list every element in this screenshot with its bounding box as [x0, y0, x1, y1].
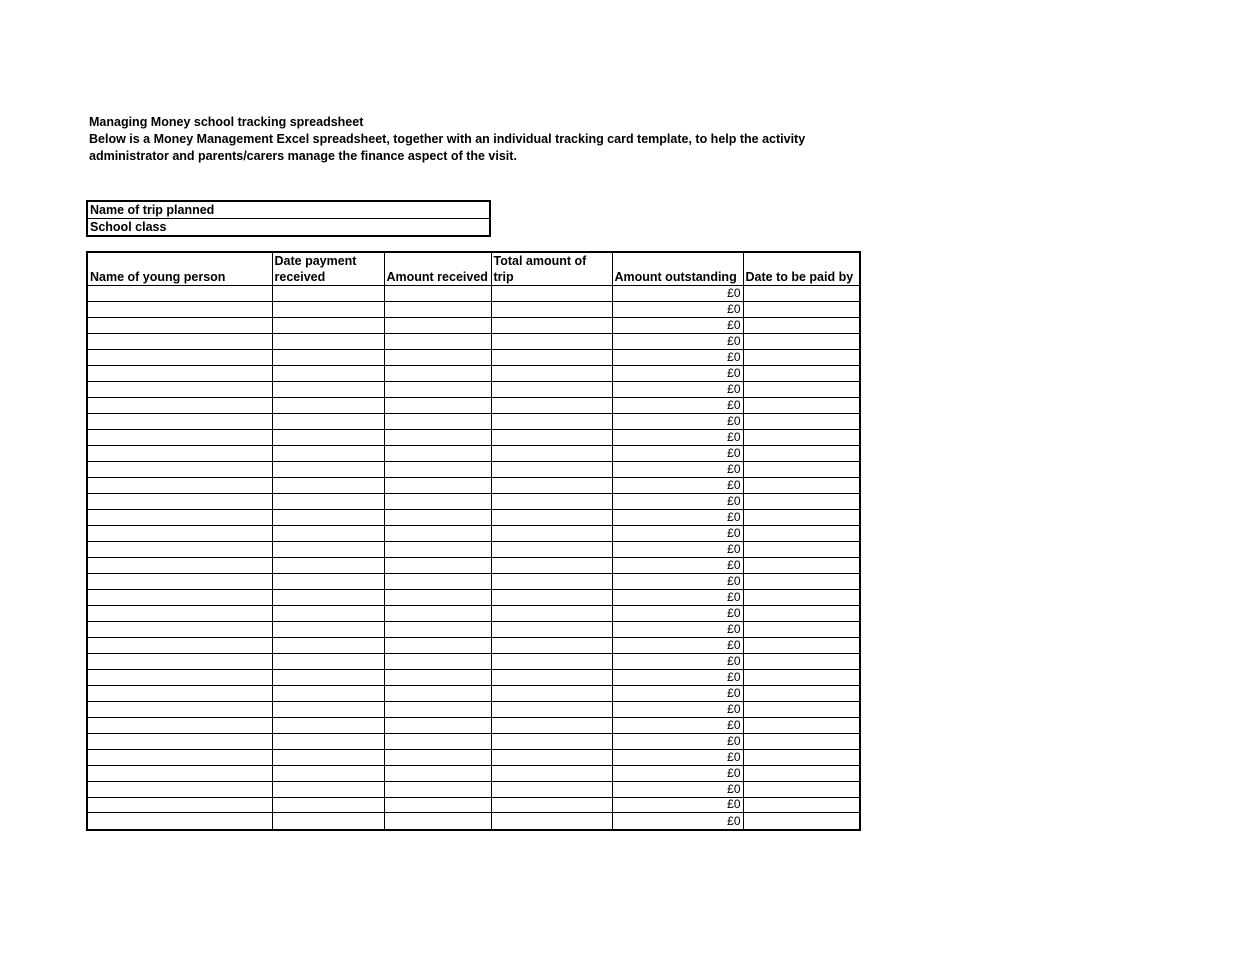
- total-amount-cell[interactable]: [491, 493, 612, 509]
- table-row: [87, 541, 860, 557]
- name-cell[interactable]: [87, 381, 272, 397]
- column-header-total-amount: Total amount of trip: [491, 252, 612, 286]
- amount-outstanding-cell[interactable]: £0: [612, 557, 743, 573]
- amount-received-cell[interactable]: [384, 653, 491, 669]
- total-amount-cell[interactable]: [491, 541, 612, 557]
- name-cell[interactable]: [87, 637, 272, 653]
- name-cell[interactable]: [87, 301, 272, 317]
- date-received-cell[interactable]: [272, 509, 384, 525]
- total-amount-cell[interactable]: [491, 717, 612, 733]
- total-amount-cell[interactable]: [491, 573, 612, 589]
- amount-received-cell[interactable]: [384, 717, 491, 733]
- date-received-cell[interactable]: [272, 525, 384, 541]
- amount-received-cell[interactable]: [384, 413, 491, 429]
- amount-received-cell[interactable]: [384, 461, 491, 477]
- document-description: [89, 131, 849, 165]
- date-due-cell[interactable]: [743, 429, 860, 445]
- amount-received-cell[interactable]: [384, 765, 491, 781]
- trip-name-label[interactable]: Name of trip planned: [87, 201, 490, 219]
- table-row: [87, 317, 860, 333]
- header-row: [87, 252, 860, 286]
- date-received-cell[interactable]: [272, 749, 384, 765]
- total-amount-cell[interactable]: [491, 669, 612, 685]
- date-due-cell[interactable]: [743, 509, 860, 525]
- date-received-cell[interactable]: [272, 557, 384, 573]
- date-received-cell[interactable]: [272, 589, 384, 605]
- table-row: [87, 349, 860, 365]
- name-cell[interactable]: [87, 509, 272, 525]
- amount-outstanding-cell[interactable]: £0: [612, 621, 743, 637]
- table-row: [87, 301, 860, 317]
- amount-received-cell[interactable]: [384, 333, 491, 349]
- date-due-cell[interactable]: [743, 637, 860, 653]
- name-cell[interactable]: [87, 493, 272, 509]
- date-received-cell[interactable]: [272, 733, 384, 749]
- table-row: [87, 525, 860, 541]
- date-due-cell[interactable]: [743, 525, 860, 541]
- date-due-cell[interactable]: [743, 717, 860, 733]
- table-row: [87, 397, 860, 413]
- date-due-cell[interactable]: [743, 589, 860, 605]
- amount-outstanding-cell[interactable]: £0: [612, 717, 743, 733]
- date-received-cell[interactable]: [272, 541, 384, 557]
- amount-outstanding-cell[interactable]: £0: [612, 813, 743, 830]
- total-amount-cell[interactable]: [491, 413, 612, 429]
- amount-received-cell[interactable]: [384, 381, 491, 397]
- school-class-row: [87, 219, 490, 237]
- name-cell[interactable]: [87, 413, 272, 429]
- table-row: [87, 333, 860, 349]
- amount-received-cell[interactable]: [384, 445, 491, 461]
- amount-received-cell[interactable]: [384, 365, 491, 381]
- amount-received-cell[interactable]: [384, 621, 491, 637]
- date-received-cell[interactable]: [272, 333, 384, 349]
- amount-received-cell[interactable]: [384, 493, 491, 509]
- total-amount-cell[interactable]: [491, 653, 612, 669]
- name-cell[interactable]: [87, 397, 272, 413]
- name-cell[interactable]: [87, 813, 272, 830]
- column-header-date-due: Date to be paid by: [743, 252, 860, 286]
- total-amount-cell[interactable]: [491, 317, 612, 333]
- amount-outstanding-cell[interactable]: £0: [612, 349, 743, 365]
- payment-tracking-table: [86, 251, 861, 831]
- date-received-cell[interactable]: [272, 286, 384, 302]
- table-row: [87, 813, 860, 830]
- amount-outstanding-cell[interactable]: £0: [612, 637, 743, 653]
- total-amount-cell[interactable]: [491, 477, 612, 493]
- name-cell[interactable]: [87, 317, 272, 333]
- date-due-cell[interactable]: [743, 781, 860, 797]
- date-received-cell[interactable]: [272, 381, 384, 397]
- date-due-cell[interactable]: [743, 733, 860, 749]
- date-due-cell[interactable]: [743, 557, 860, 573]
- total-amount-cell[interactable]: [491, 525, 612, 541]
- table-row: [87, 749, 860, 765]
- total-amount-cell[interactable]: [491, 333, 612, 349]
- amount-outstanding-cell[interactable]: £0: [612, 653, 743, 669]
- amount-outstanding-cell[interactable]: £0: [612, 477, 743, 493]
- amount-outstanding-cell[interactable]: £0: [612, 381, 743, 397]
- table-row: [87, 621, 860, 637]
- name-cell[interactable]: [87, 333, 272, 349]
- total-amount-cell[interactable]: [491, 605, 612, 621]
- name-cell[interactable]: [87, 541, 272, 557]
- date-due-cell[interactable]: [743, 541, 860, 557]
- total-amount-cell[interactable]: [491, 365, 612, 381]
- table-row: [87, 461, 860, 477]
- date-due-cell[interactable]: [743, 653, 860, 669]
- trip-name-row: [87, 201, 490, 219]
- table-row: [87, 381, 860, 397]
- column-header-amount-received: Amount received: [384, 252, 491, 286]
- amount-received-cell[interactable]: [384, 701, 491, 717]
- date-due-cell[interactable]: [743, 605, 860, 621]
- table-row: [87, 493, 860, 509]
- amount-outstanding-cell[interactable]: £0: [612, 701, 743, 717]
- name-cell[interactable]: [87, 557, 272, 573]
- trip-info-table: [86, 200, 491, 237]
- amount-outstanding-cell[interactable]: £0: [612, 733, 743, 749]
- name-cell[interactable]: [87, 477, 272, 493]
- amount-outstanding-cell[interactable]: £0: [612, 333, 743, 349]
- table-row: [87, 797, 860, 813]
- column-header-date-received: Date payment received: [272, 252, 384, 286]
- date-received-cell[interactable]: [272, 365, 384, 381]
- date-received-cell[interactable]: [272, 413, 384, 429]
- amount-outstanding-cell[interactable]: £0: [612, 669, 743, 685]
- amount-outstanding-cell[interactable]: £0: [612, 781, 743, 797]
- date-due-cell[interactable]: [743, 413, 860, 429]
- date-received-cell[interactable]: [272, 461, 384, 477]
- amount-outstanding-cell[interactable]: £0: [612, 461, 743, 477]
- date-received-cell[interactable]: [272, 493, 384, 509]
- name-cell[interactable]: [87, 349, 272, 365]
- name-cell[interactable]: [87, 669, 272, 685]
- date-received-cell[interactable]: [272, 781, 384, 797]
- amount-received-cell[interactable]: [384, 637, 491, 653]
- total-amount-cell[interactable]: [491, 589, 612, 605]
- amount-received-cell[interactable]: [384, 477, 491, 493]
- total-amount-cell[interactable]: [491, 397, 612, 413]
- amount-received-cell[interactable]: [384, 813, 491, 830]
- total-amount-cell[interactable]: [491, 621, 612, 637]
- document-title: Managing Money school tracking spreadsheet: [89, 115, 364, 129]
- date-due-cell[interactable]: [743, 349, 860, 365]
- name-cell[interactable]: [87, 589, 272, 605]
- name-cell[interactable]: [87, 733, 272, 749]
- date-received-cell[interactable]: [272, 765, 384, 781]
- table-row: [87, 413, 860, 429]
- date-received-cell[interactable]: [272, 717, 384, 733]
- date-due-cell[interactable]: [743, 685, 860, 701]
- date-received-cell[interactable]: [272, 605, 384, 621]
- table-row: [87, 286, 860, 302]
- date-due-cell[interactable]: [743, 765, 860, 781]
- date-due-cell[interactable]: [743, 317, 860, 333]
- date-received-cell[interactable]: [272, 669, 384, 685]
- table-row: [87, 765, 860, 781]
- amount-outstanding-cell[interactable]: £0: [612, 445, 743, 461]
- date-due-cell[interactable]: [743, 301, 860, 317]
- amount-received-cell[interactable]: [384, 397, 491, 413]
- name-cell[interactable]: [87, 525, 272, 541]
- description-line: administrator and parents/carers manage the finance aspect of the visit.: [89, 149, 517, 163]
- table-row: [87, 701, 860, 717]
- amount-received-cell[interactable]: [384, 429, 491, 445]
- date-received-cell[interactable]: [272, 397, 384, 413]
- amount-outstanding-cell[interactable]: £0: [612, 365, 743, 381]
- table-row: [87, 445, 860, 461]
- amount-received-cell[interactable]: [384, 589, 491, 605]
- amount-received-cell[interactable]: [384, 301, 491, 317]
- date-due-cell[interactable]: [743, 397, 860, 413]
- column-header-name: Name of young person: [87, 252, 272, 286]
- school-class-label[interactable]: School class: [90, 220, 167, 234]
- amount-outstanding-cell[interactable]: £0: [612, 541, 743, 557]
- total-amount-cell[interactable]: [491, 781, 612, 797]
- total-amount-cell[interactable]: [491, 381, 612, 397]
- amount-received-cell[interactable]: [384, 349, 491, 365]
- amount-received-cell[interactable]: [384, 509, 491, 525]
- date-due-cell[interactable]: [743, 333, 860, 349]
- table-row: [87, 605, 860, 621]
- date-due-cell[interactable]: [743, 445, 860, 461]
- amount-outstanding-cell[interactable]: £0: [612, 765, 743, 781]
- date-due-cell[interactable]: [743, 493, 860, 509]
- date-received-cell[interactable]: [272, 349, 384, 365]
- amount-received-cell[interactable]: [384, 685, 491, 701]
- total-amount-cell[interactable]: [491, 461, 612, 477]
- amount-outstanding-cell[interactable]: £0: [612, 605, 743, 621]
- amount-received-cell[interactable]: [384, 541, 491, 557]
- date-due-cell[interactable]: [743, 701, 860, 717]
- date-due-cell[interactable]: [743, 477, 860, 493]
- amount-outstanding-cell[interactable]: £0: [612, 286, 743, 302]
- total-amount-cell[interactable]: [491, 349, 612, 365]
- date-received-cell[interactable]: [272, 429, 384, 445]
- amount-received-cell[interactable]: [384, 733, 491, 749]
- total-amount-cell[interactable]: [491, 765, 612, 781]
- total-amount-cell[interactable]: [491, 685, 612, 701]
- amount-outstanding-cell[interactable]: £0: [612, 749, 743, 765]
- name-cell[interactable]: [87, 429, 272, 445]
- amount-received-cell[interactable]: [384, 286, 491, 302]
- date-due-cell[interactable]: [743, 749, 860, 765]
- date-due-cell[interactable]: [743, 286, 860, 302]
- date-due-cell[interactable]: [743, 365, 860, 381]
- table-row: [87, 637, 860, 653]
- date-received-cell[interactable]: [272, 445, 384, 461]
- amount-outstanding-cell[interactable]: £0: [612, 493, 743, 509]
- table-row: [87, 573, 860, 589]
- date-received-cell[interactable]: [272, 797, 384, 813]
- amount-outstanding-cell[interactable]: £0: [612, 685, 743, 701]
- amount-received-cell[interactable]: [384, 797, 491, 813]
- total-amount-cell[interactable]: [491, 445, 612, 461]
- amount-outstanding-cell[interactable]: £0: [612, 589, 743, 605]
- name-cell[interactable]: [87, 621, 272, 637]
- date-received-cell[interactable]: [272, 813, 384, 830]
- date-received-cell[interactable]: [272, 685, 384, 701]
- table-row: [87, 717, 860, 733]
- table-row: [87, 685, 860, 701]
- date-received-cell[interactable]: [272, 317, 384, 333]
- amount-received-cell[interactable]: [384, 669, 491, 685]
- table-row: [87, 365, 860, 381]
- amount-outstanding-cell[interactable]: £0: [612, 397, 743, 413]
- total-amount-cell[interactable]: [491, 733, 612, 749]
- table-row: [87, 509, 860, 525]
- amount-outstanding-cell[interactable]: £0: [612, 429, 743, 445]
- total-amount-cell[interactable]: [491, 301, 612, 317]
- amount-received-cell[interactable]: [384, 573, 491, 589]
- table-row: [87, 589, 860, 605]
- amount-received-cell[interactable]: [384, 557, 491, 573]
- amount-outstanding-cell[interactable]: £0: [612, 525, 743, 541]
- name-cell[interactable]: [87, 749, 272, 765]
- amount-received-cell[interactable]: [384, 749, 491, 765]
- name-cell[interactable]: [87, 286, 272, 302]
- date-due-cell[interactable]: [743, 797, 860, 813]
- date-received-cell[interactable]: [272, 621, 384, 637]
- amount-received-cell[interactable]: [384, 605, 491, 621]
- amount-outstanding-cell[interactable]: £0: [612, 413, 743, 429]
- table-row: [87, 557, 860, 573]
- name-cell[interactable]: [87, 685, 272, 701]
- amount-received-cell[interactable]: [384, 317, 491, 333]
- date-due-cell[interactable]: [743, 813, 860, 830]
- date-received-cell[interactable]: [272, 477, 384, 493]
- column-header-amount-outstanding: Amount outstanding: [612, 252, 743, 286]
- total-amount-cell[interactable]: [491, 429, 612, 445]
- table-row: [87, 669, 860, 685]
- name-cell[interactable]: [87, 701, 272, 717]
- name-cell[interactable]: [87, 445, 272, 461]
- name-cell[interactable]: [87, 653, 272, 669]
- amount-received-cell[interactable]: [384, 781, 491, 797]
- date-due-cell[interactable]: [743, 573, 860, 589]
- amount-outstanding-cell[interactable]: £0: [612, 797, 743, 813]
- table-body: [87, 286, 860, 831]
- total-amount-cell[interactable]: [491, 509, 612, 525]
- date-received-cell[interactable]: [272, 653, 384, 669]
- name-cell[interactable]: [87, 365, 272, 381]
- total-amount-cell[interactable]: [491, 637, 612, 653]
- total-amount-cell[interactable]: [491, 286, 612, 302]
- total-amount-cell[interactable]: [491, 797, 612, 813]
- table-row: [87, 781, 860, 797]
- amount-outstanding-cell[interactable]: £0: [612, 317, 743, 333]
- total-amount-cell[interactable]: [491, 749, 612, 765]
- table-row: [87, 653, 860, 669]
- total-amount-cell[interactable]: [491, 701, 612, 717]
- name-cell[interactable]: [87, 717, 272, 733]
- amount-outstanding-cell[interactable]: £0: [612, 301, 743, 317]
- description-line: Below is a Money Management Excel spreadsheet, together with an individual tracking card template, to help the activity: [89, 132, 806, 146]
- amount-outstanding-cell[interactable]: £0: [612, 509, 743, 525]
- name-cell[interactable]: [87, 461, 272, 477]
- name-cell[interactable]: [87, 797, 272, 813]
- name-cell[interactable]: [87, 765, 272, 781]
- table-row: [87, 477, 860, 493]
- amount-received-cell[interactable]: [384, 525, 491, 541]
- date-due-cell[interactable]: [743, 461, 860, 477]
- table-row: [87, 733, 860, 749]
- amount-outstanding-cell[interactable]: £0: [612, 573, 743, 589]
- name-cell[interactable]: [87, 781, 272, 797]
- total-amount-cell[interactable]: [491, 557, 612, 573]
- name-cell[interactable]: [87, 605, 272, 621]
- table-row: [87, 429, 860, 445]
- date-due-cell[interactable]: [743, 621, 860, 637]
- total-amount-cell[interactable]: [491, 813, 612, 830]
- date-received-cell[interactable]: [272, 573, 384, 589]
- date-received-cell[interactable]: [272, 301, 384, 317]
- name-cell[interactable]: [87, 573, 272, 589]
- date-received-cell[interactable]: [272, 701, 384, 717]
- date-due-cell[interactable]: [743, 669, 860, 685]
- date-due-cell[interactable]: [743, 381, 860, 397]
- date-received-cell[interactable]: [272, 637, 384, 653]
